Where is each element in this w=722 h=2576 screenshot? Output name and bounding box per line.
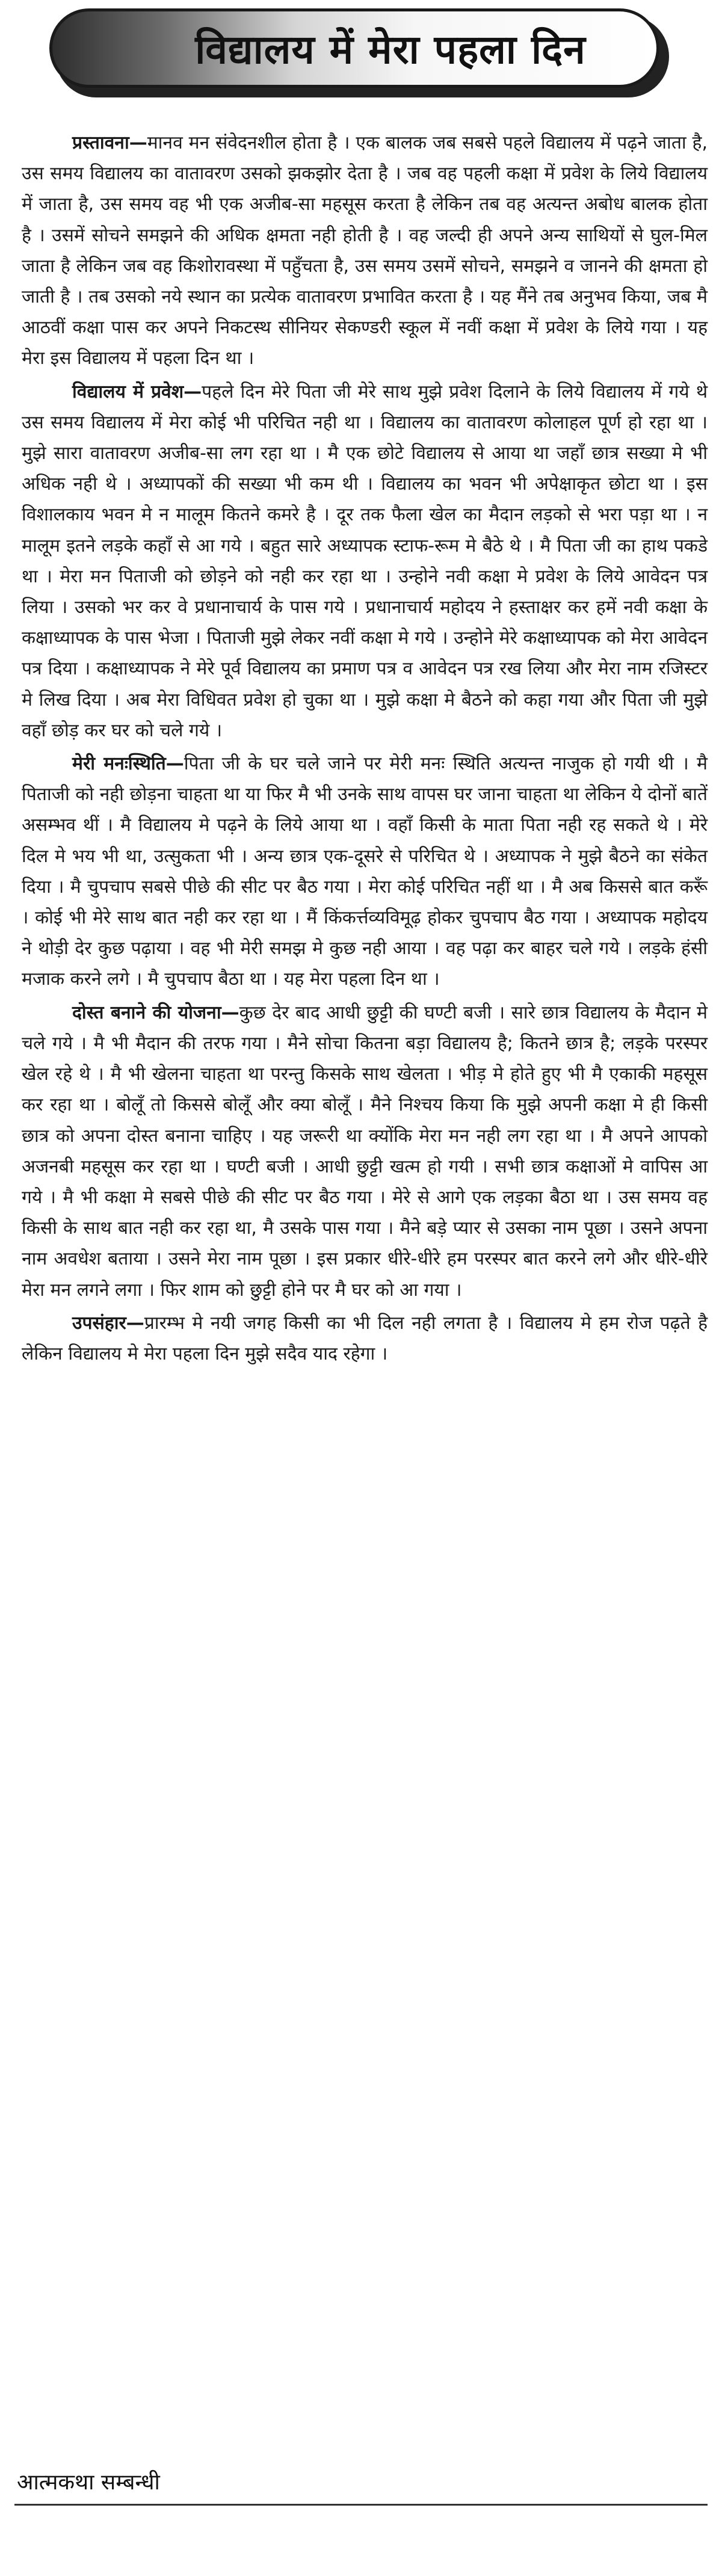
essay-body (22, 128, 708, 1372)
paragraph-heading: उपसंहार— (72, 1312, 144, 1334)
page-title: विद्यालय में मेरा पहला दिन (195, 26, 586, 73)
paragraph-text: मानव मन संवेदनशील होता है । एक बालक जब सबसे पहले विद्यालय में पढ़ने जाता है, उस समय विद्यालय का वातावरण उसको झकझोर देता है । जब वह पहली कक्षा में प्रवेश के लिये विद्यालय में जाता है, उस समय वह भी एक अजीब-सा महसूस करता है लेकिन तब वह अत्यन्त अबोध बालक होता है । उसमें सोचने समझने की अधिक क्षमता नही होती है । वह जल्दी ही अपने अन्य साथियों से घुल-मिल जाता है लेकिन जब वह किशोरावस्था में पहुँचता है, उस समय उसमें सोचने, समझने व जानने की क्षमता हो जाती है । तब उसको नये स्थान का प्रत्येक वातावरण प्रभावित करता है । यह मैंने तब अनुभव किया, जब मै आठवीं कक्षा पास कर अपने निकटस्थ सीनियर सेकण्डरी स्कूल में नवीं कक्षा में प्रवेश के लिये गया । यह मेरा इस विद्यालय में पहला दिन था । (22, 132, 708, 369)
paragraph-heading: दोस्त बनाने की योजना— (72, 1002, 239, 1023)
title-banner-box (49, 8, 659, 88)
paragraph-text: प्रारम्भ मे नयी जगह किसी का भी दिल नही लगता है । विद्यालय मे हम रोज पढ़ते है लेकिन विद्यालय मे मेरा पहला दिन मुझे सदैव याद रहेगा । (22, 1312, 708, 1364)
paragraph-friend-plan (22, 997, 708, 1305)
paragraph-heading: विद्यालय में प्रवेश— (72, 381, 202, 402)
paragraph-heading: प्रस्तावना— (72, 132, 147, 153)
paragraph-admission (22, 377, 708, 746)
paragraph-text: पहले दिन मेरे पिता जी मेरे साथ मुझे प्रवेश दिलाने के लिये विद्यालय में गये थे उस समय विद्यालय में मेरा कोई भी परिचित नही था । विद्यालय का वातावरण कोलाहल पूर्ण हो रहा था । मुझे सारा वातावरण अजीब-सा लग रहा था । मै एक छोटे विद्यालय से आया था जहाँ छात्र सख्या मे भी अधिक नही थे । अध्यापकों की सख्या भी कम थी । विद्यालय का भवन भी अपेक्षाकृत छोटा था । इस विशालकाय भवन मे न मालूम कितने कमरे है । दूर तक फैला खेल का मैदान लड़को से भरा पड़ा था । न मालूम इतने लड़के कहाँ से आ गये । बहुत सारे अध्यापक स्टाफ-रूम मे बैठे थे । मै पिता जी का हाथ पकडे था । मेरा मन पिताजी को छोड़ने को नही कर रहा था । उन्होने नवी कक्षा मे प्रवेश के लिये आवेदन पत्र लिया । उसको भर कर वे प्रधानाचार्य के पास गये । प्रधानाचार्य महोदय ने हस्ताक्षर कर हमें नवी कक्षा के कक्षाध्यापक के पास भेजा । पिताजी मुझे लेकर नवीं कक्षा मे गये । उन्होने मेरे कक्षाध्यापक को मेरा आवेदन पत्र दिया । कक्षाध्यापक ने मेरे पूर्व विद्यालय का प्रमाण पत्र व आवेदन पत्र रख लिया और मेरा नाम रजिस्टर मे लिख दिया । अब मेरा विधिवत प्रवेश हो चुका था । मुझे कक्षा मे बैठने को कहा गया और पिता जी मुझे वहाँ छोड़ कर घर को चले गये । (22, 381, 708, 741)
paragraph-state-of-mind (22, 748, 708, 995)
paragraph-text: कुछ देर बाद आधी छुट्टी की घण्टी बजी । सारे छात्र विद्यालय के मैदान मे चले गये । मै भी मैदान की तरफ गया । मैने सोचा कितना बड़ा विद्यालय है; कितने छात्र है; लड़के परस्पर खेल रहे थे । मै भी खेलना चाहता था परन्तु किसके साथ खेलता । भीड़ मे होते हुए भी मै एकाकी महसूस कर रहा था । बोलूँ तो किससे बोलूँ और क्या बोलूँ । मैने निश्चय किया कि मुझे अपनी कक्षा मे ही किसी छात्र को अपना दोस्त बनाना चाहिए । यह जरूरी था क्योंकि मेरा मन नही लग रहा था । मै अपने आपको अजनबी महसूस कर रहा था । घण्टी बजी । आधी छुट्टी खत्म हो गयी । सभी छात्र कक्षाओं मे वापिस आ गये । मै भी कक्षा मे सबसे पीछे की सीट पर बैठ गया । मेरे से आगे एक लड़का बैठा था । उस समय वह किसी के साथ बात नही कर रहा था, मै उसके पास गया । मैने बड़े प्यार से उसका नाम पूछा । उसने अपना नाम अवधेश बताया । उसने मेरा नाम पूछा । इस प्रकार धीरे-धीरे हम परस्पर बात करने लगे और धीरे-धीरे मेरा मन लगने लगा । फिर शाम को छुट्टी होने पर मै घर को आ गया । (22, 1002, 708, 1301)
paragraph-text: पिता जी के घर चले जाने पर मेरी मनः स्थिति अत्यन्त नाजुक हो गयी थी । मै पिताजी को नही छोड़ना चाहता था या फिर मै भी उनके साथ वापस घर जाना चाहता था लेकिन ये दोनों बातें असम्भव थीं । मै विद्यालय मे पढ़ने के लिये आया था । वहाँ किसी के माता पिता नही रह सकते थे । मेरे दिल मे भय भी था, उत्सुकता भी । अन्य छात्र एक-दूसरे से परिचित थे । अध्यापक ने मुझे बैठने का संकेत दिया । मै चुपचाप सबसे पीछे की सीट पर बैठ गया । मेरा कोई परिचित नहीं था । मै अब किससे बात करूँ । कोई भी मेरे साथ बात नही कर रहा था । मैं किंकर्त्तव्यविमूढ़ होकर चुपचाप बैठ गया । अध्यापक महोदय ने थोड़ी देर कुछ पढ़ाया । वह भी मेरी समझ मे कुछ नही आया । वह पढ़ा कर बाहर चले गये । लड़के हंसी मजाक करने लगे । मै चुपचाप बैठा था । यह मेरा पहला दिन था । (22, 753, 708, 990)
category-label: आत्मकथा सम्बन्धी (17, 2470, 160, 2495)
title-banner (49, 8, 669, 99)
paragraph-conclusion (22, 1308, 708, 1369)
paragraph-introduction (22, 128, 708, 374)
paragraph-heading: मेरी मनःस्थिति— (72, 753, 184, 775)
footer-divider (14, 2504, 708, 2506)
